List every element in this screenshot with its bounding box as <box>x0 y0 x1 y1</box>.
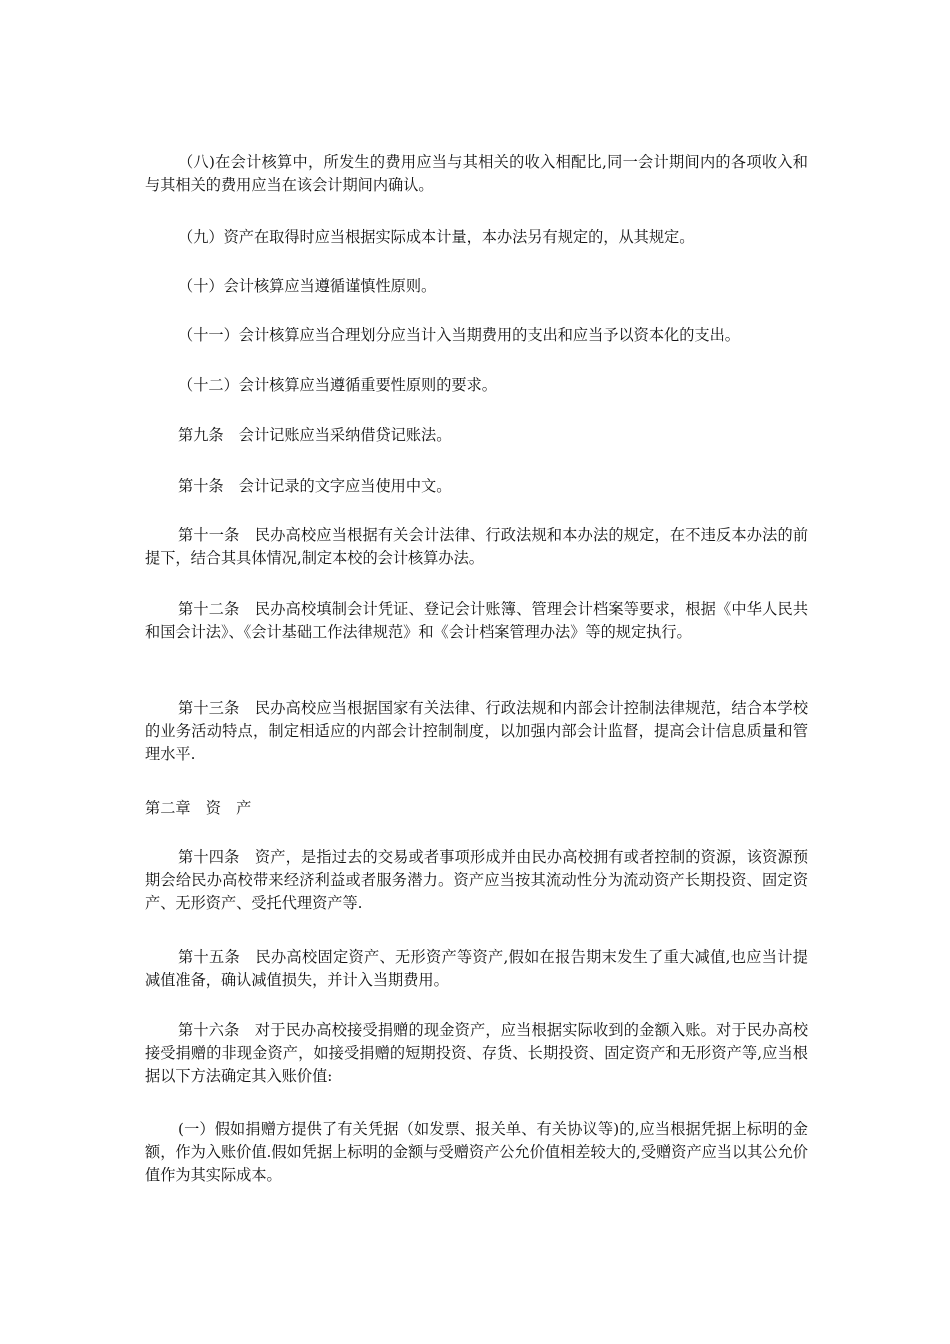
article-13: 第十三条 民办高校应当根据国家有关法律、行政法规和内部会计控制法律规范，结合本学校的业务活动特点，制定相适应的内部会计控制制度，以加强内部会计监督，提高会计信息质量和管理水平. <box>145 699 808 763</box>
article-14: 第十四条 资产，是指过去的交易或者事项形成并由民办高校拥有或者控制的资源，该资源预期会给民办高校带来经济利益或者服务潜力。资产应当按其流动性分为流动资产长期投资、固定资产、无形资产、受托代理资产等. <box>145 848 808 912</box>
article-16: 第十六条 对于民办高校接受捐赠的现金资产，应当根据实际收到的金额入账。对于民办高校接受捐赠的非现金资产，如接受捐赠的短期投资、存货、长期投资、固定资产和无形资产等,应当根据以下方法确定其入账价值: <box>145 1021 808 1085</box>
article-10: 第十条 会计记录的文字应当使用中文。 <box>178 477 452 495</box>
article-12: 第十二条 民办高校填制会计凭证、登记会计账簿、管理会计档案等要求，根据《中华人民共和国会计法》、《会计基础工作法律规范》和《会计档案管理办法》等的规定执行。 <box>145 600 808 641</box>
paragraph-item-12: （十二）会计核算应当遵循重要性原则的要求。 <box>178 376 497 394</box>
paragraph-item-10: （十）会计核算应当遵循谨慎性原则。 <box>178 277 437 295</box>
article-15: 第十五条 民办高校固定资产、无形资产等资产,假如在报告期末发生了重大减值,也应当计提减值准备，确认减值损失，并计入当期费用。 <box>145 948 808 989</box>
article-16-item-1: (一）假如捐赠方提供了有关凭据（如发票、报关单、有关协议等)的,应当根据凭据上标明的金额，作为入账价值.假如凭据上标明的金额与受赠资产公允价值相差较大的,受赠资产应当以其公允价值作为其实际成本。 <box>145 1120 808 1184</box>
paragraph-item-9: （九）资产在取得时应当根据实际成本计量，本办法另有规定的，从其规定。 <box>178 228 695 246</box>
chapter-heading: 第二章 资 产 <box>145 799 252 817</box>
paragraph-item-11: （十一）会计核算应当合理划分应当计入当期费用的支出和应当予以资本化的支出。 <box>178 326 740 344</box>
paragraph-item-8: （八)在会计核算中，所发生的费用应当与其相关的收入相配比,同一会计期间内的各项收入和与其相关的费用应当在该会计期间内确认。 <box>145 153 808 194</box>
article-11: 第十一条 民办高校应当根据有关会计法律、行政法规和本办法的规定，在不违反本办法的前提下，结合其具体情况,制定本校的会计核算办法。 <box>145 526 808 567</box>
article-9: 第九条 会计记账应当采纳借贷记账法。 <box>178 426 452 444</box>
